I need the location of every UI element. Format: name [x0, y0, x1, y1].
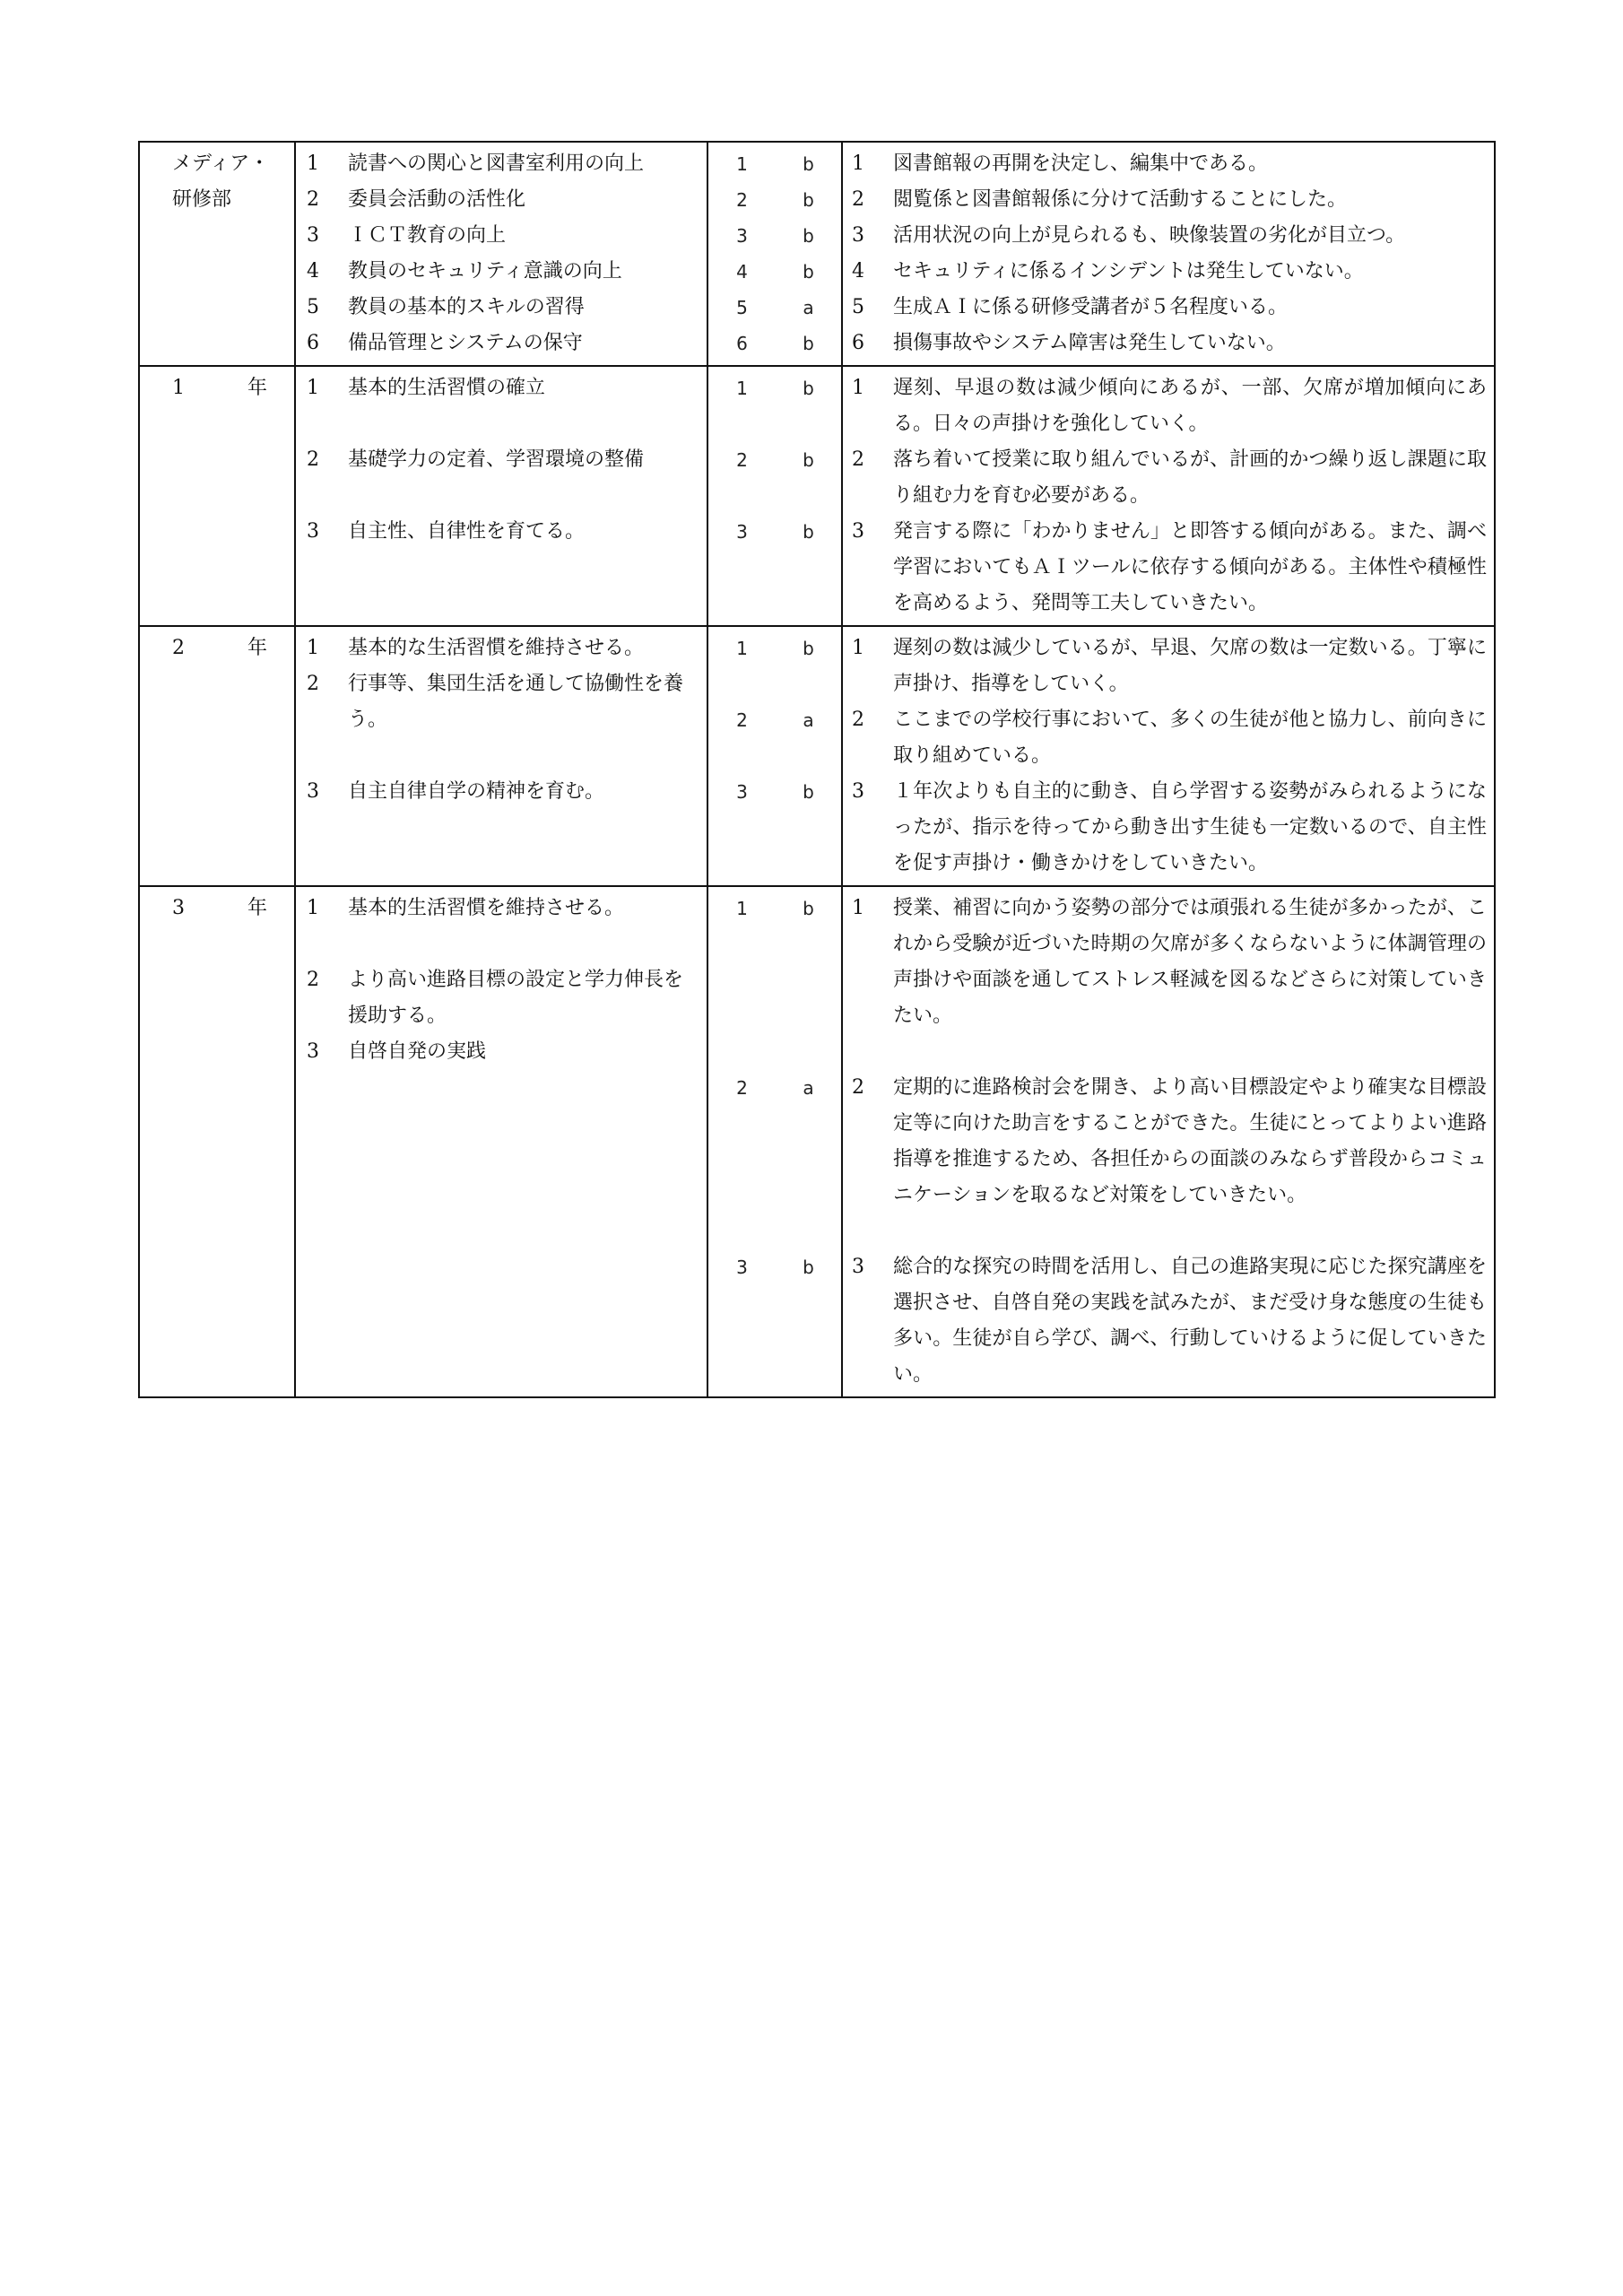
result-text: 遅刻の数は減少しているが、早退、欠席の数は一定数いる。丁寧に声掛け、指導をしていく。: [893, 637, 1487, 695]
goal-num: 2: [307, 969, 319, 991]
results-cell: [842, 142, 1495, 366]
goal-num: 4: [307, 260, 319, 283]
evaluation-item: [708, 218, 841, 254]
dept-name-line: メディア・: [172, 152, 270, 175]
eval-num: 3: [736, 521, 748, 543]
goal-text: 教員のセキュリティ意識の向上: [348, 260, 622, 283]
result-num: 1: [852, 152, 864, 175]
goals-cell: [295, 366, 707, 626]
table-row: [139, 626, 1495, 886]
evaluation-item: [708, 146, 841, 182]
goal-num: 5: [307, 296, 319, 318]
goals-cell: [295, 142, 707, 366]
goal-text: 委員会活動の活性化: [348, 188, 526, 211]
result-num: 5: [852, 296, 864, 318]
result-item: [852, 1070, 1487, 1213]
evaluation-cell: [707, 142, 842, 366]
grade-cell: [139, 366, 295, 626]
goal-item: [307, 182, 699, 218]
goal-item: [307, 254, 699, 290]
dept-cell: [139, 142, 295, 366]
result-item: [852, 218, 1487, 254]
goal-text: 自主自律自学の精神を育む。: [348, 780, 605, 803]
result-num: 4: [852, 260, 864, 283]
result-item: [852, 254, 1487, 290]
eval-grade: b: [803, 153, 814, 175]
goal-num: 2: [307, 673, 319, 695]
grade-label: 年: [247, 637, 267, 659]
result-item: [852, 702, 1487, 774]
grade-cell: [139, 626, 295, 886]
goal-text: 教員の基本的スキルの習得: [348, 296, 585, 318]
evaluation-cell: [707, 626, 842, 886]
result-item: [852, 290, 1487, 326]
goal-item: [307, 1034, 699, 1070]
result-item: [852, 182, 1487, 218]
evaluation-item: [708, 891, 841, 926]
eval-num: 2: [736, 1077, 748, 1099]
result-text: 遅刻、早退の数は減少傾向にあるが、一部、欠席が増加傾向にある。日々の声掛けを強化していく。: [893, 377, 1487, 435]
table-row: [139, 142, 1495, 366]
evaluation-item: [708, 182, 841, 218]
eval-num: 1: [736, 378, 748, 399]
goal-text: 自啓自発の実践: [348, 1040, 487, 1063]
evaluation-item: [708, 290, 841, 326]
eval-grade: b: [803, 261, 814, 283]
goal-text: 行事等、集団生活を通して協働性を養う。: [348, 673, 684, 731]
goals-cell: [295, 886, 707, 1397]
eval-grade: b: [803, 898, 814, 919]
result-item: [852, 1249, 1487, 1393]
goal-num: 1: [307, 152, 319, 175]
goal-item: [307, 290, 699, 326]
grade-cell: [139, 886, 295, 1397]
goal-item: [307, 218, 699, 254]
evaluation-table: [138, 141, 1496, 1398]
eval-num: 5: [736, 297, 748, 318]
result-text: 授業、補習に向かう姿勢の部分では頑張れる生徒が多かったが、これから受験が近づいた時期の欠席が多くならないように体調管理の声掛けや面談を通してストレス軽減を図るなどさらに対策していきたい。: [893, 897, 1487, 1027]
eval-num: 1: [736, 898, 748, 919]
goal-text: 基本的生活習慣の確立: [348, 377, 546, 399]
eval-num: 2: [736, 709, 748, 731]
eval-grade: a: [803, 297, 814, 318]
goal-num: 1: [307, 897, 319, 919]
result-item: [852, 146, 1487, 182]
evaluation-item: [708, 514, 841, 550]
goals-cell: [295, 626, 707, 886]
eval-num: 2: [736, 449, 748, 471]
result-num: 2: [852, 188, 864, 211]
evaluation-item: [708, 1249, 841, 1285]
goal-num: 1: [307, 377, 319, 399]
result-item: [852, 514, 1487, 622]
goal-item: [307, 631, 699, 666]
result-num: 2: [852, 1076, 864, 1099]
goal-item: [307, 962, 699, 1034]
result-num: 1: [852, 377, 864, 399]
eval-num: 6: [736, 333, 748, 354]
evaluation-cell: [707, 366, 842, 626]
results-cell: [842, 886, 1495, 1397]
eval-num: 1: [736, 153, 748, 175]
goal-item: [307, 326, 699, 361]
result-text: 落ち着いて授業に取り組んでいるが、計画的かつ繰り返し課題に取り組む力を育む必要がある。: [893, 448, 1487, 507]
goal-item: [307, 370, 699, 406]
grade-label: 年: [247, 897, 267, 919]
goal-item: [307, 666, 699, 738]
eval-grade: b: [803, 638, 814, 659]
goal-item: [307, 442, 699, 478]
result-num: 3: [852, 224, 864, 247]
goal-text: ＩＣＴ教育の向上: [348, 224, 507, 247]
result-text: ここまでの学校行事において、多くの生徒が他と協力し、前向きに取り組めている。: [893, 709, 1487, 767]
goal-text: 基本的生活習慣を維持させる。: [348, 897, 625, 919]
eval-grade: b: [803, 449, 814, 471]
evaluation-item: [708, 1070, 841, 1106]
goal-item: [307, 514, 699, 550]
goal-num: 1: [307, 637, 319, 659]
table-row: [139, 886, 1495, 1397]
result-num: 1: [852, 637, 864, 659]
eval-num: 4: [736, 261, 748, 283]
eval-grade: b: [803, 378, 814, 399]
evaluation-item: [708, 442, 841, 478]
result-item: [852, 891, 1487, 1034]
goal-num: 3: [307, 780, 319, 803]
evaluation-item: [708, 702, 841, 738]
evaluation-item: [708, 774, 841, 810]
result-text: 閲覧係と図書館報係に分けて活動することにした。: [893, 188, 1348, 211]
goal-num: 3: [307, 1040, 319, 1063]
evaluation-cell: [707, 886, 842, 1397]
eval-grade: b: [803, 521, 814, 543]
result-text: セキュリティに係るインシデントは発生していない。: [893, 260, 1364, 283]
result-item: [852, 631, 1487, 702]
result-num: 2: [852, 709, 864, 731]
goal-text: 基礎学力の定着、学習環境の整備: [348, 448, 645, 471]
eval-num: 3: [736, 1257, 748, 1278]
goal-num: 2: [307, 188, 319, 211]
eval-num: 2: [736, 189, 748, 211]
goal-item: [307, 146, 699, 182]
goal-text: より高い進路目標の設定と学力伸長を援助する。: [348, 969, 684, 1027]
dept-name-line: 研修部: [172, 188, 232, 211]
eval-grade: a: [803, 709, 814, 731]
eval-grade: b: [803, 333, 814, 354]
result-num: 6: [852, 332, 864, 354]
goal-item: [307, 891, 699, 926]
result-num: 1: [852, 897, 864, 919]
result-text: 発言する際に「わかりません」と即答する傾向がある。また、調べ学習においてもＡＩツールに依存する傾向がある。主体性や積極性を高めるよう、発問等工夫していきたい。: [893, 520, 1487, 614]
goal-num: 3: [307, 224, 319, 247]
grade-label: 年: [247, 377, 267, 399]
goal-text: 読書への関心と図書室利用の向上: [348, 152, 645, 175]
evaluation-item: [708, 254, 841, 290]
goal-text: 備品管理とシステムの保守: [348, 332, 583, 354]
result-num: 2: [852, 448, 864, 471]
result-num: 3: [852, 520, 864, 543]
goal-text: 自主性、自律性を育てる。: [348, 520, 586, 543]
result-item: [852, 442, 1487, 514]
evaluation-item: [708, 326, 841, 361]
goal-num: 3: [307, 520, 319, 543]
eval-num: 1: [736, 638, 748, 659]
result-text: 活用状況の向上が見られるも、映像装置の劣化が目立つ。: [893, 224, 1406, 247]
goal-text: 基本的な生活習慣を維持させる。: [348, 637, 645, 659]
grade-number: 3: [172, 897, 185, 919]
result-text: 総合的な探究の時間を活用し、自己の進路実現に応じた探究講座を選択させ、自啓自発の実践を試みたが、まだ受け身な態度の生徒も多い。生徒が自ら学び、調べ、行動していけるように促していきたい。: [893, 1256, 1487, 1386]
table-row: [139, 366, 1495, 626]
result-text: １年次よりも自主的に動き、自ら学習する姿勢がみられるようになったが、指示を待ってから動き出す生徒も一定数いるので、自主性を促す声掛け・働きかけをしていきたい。: [893, 780, 1487, 874]
evaluation-item: [708, 370, 841, 406]
result-text: 図書館報の再開を決定し、編集中である。: [893, 152, 1269, 175]
goal-num: 6: [307, 332, 319, 354]
eval-num: 3: [736, 781, 748, 803]
result-num: 3: [852, 1256, 864, 1278]
result-item: [852, 774, 1487, 882]
eval-grade: b: [803, 1257, 814, 1278]
result-item: [852, 326, 1487, 361]
eval-grade: a: [803, 1077, 814, 1099]
goal-num: 2: [307, 448, 319, 471]
result-text: 定期的に進路検討会を開き、より高い目標設定やより確実な目標設定等に向けた助言をすることができた。生徒にとってよりよい進路指導を推進するため、各担任からの面談のみならず普段からコミュニケーションを取るなど対策をしていきたい。: [893, 1076, 1487, 1206]
eval-grade: b: [803, 189, 814, 211]
results-cell: [842, 626, 1495, 886]
grade-number: 1: [172, 377, 185, 399]
result-text: 損傷事故やシステム障害は発生していない。: [893, 332, 1286, 354]
eval-num: 3: [736, 225, 748, 247]
evaluation-item: [708, 631, 841, 666]
results-cell: [842, 366, 1495, 626]
result-num: 3: [852, 780, 864, 803]
grade-number: 2: [172, 637, 185, 659]
goal-item: [307, 774, 699, 810]
eval-grade: b: [803, 225, 814, 247]
result-item: [852, 370, 1487, 442]
eval-grade: b: [803, 781, 814, 803]
result-text: 生成ＡＩに係る研修受講者が５名程度いる。: [893, 296, 1289, 318]
